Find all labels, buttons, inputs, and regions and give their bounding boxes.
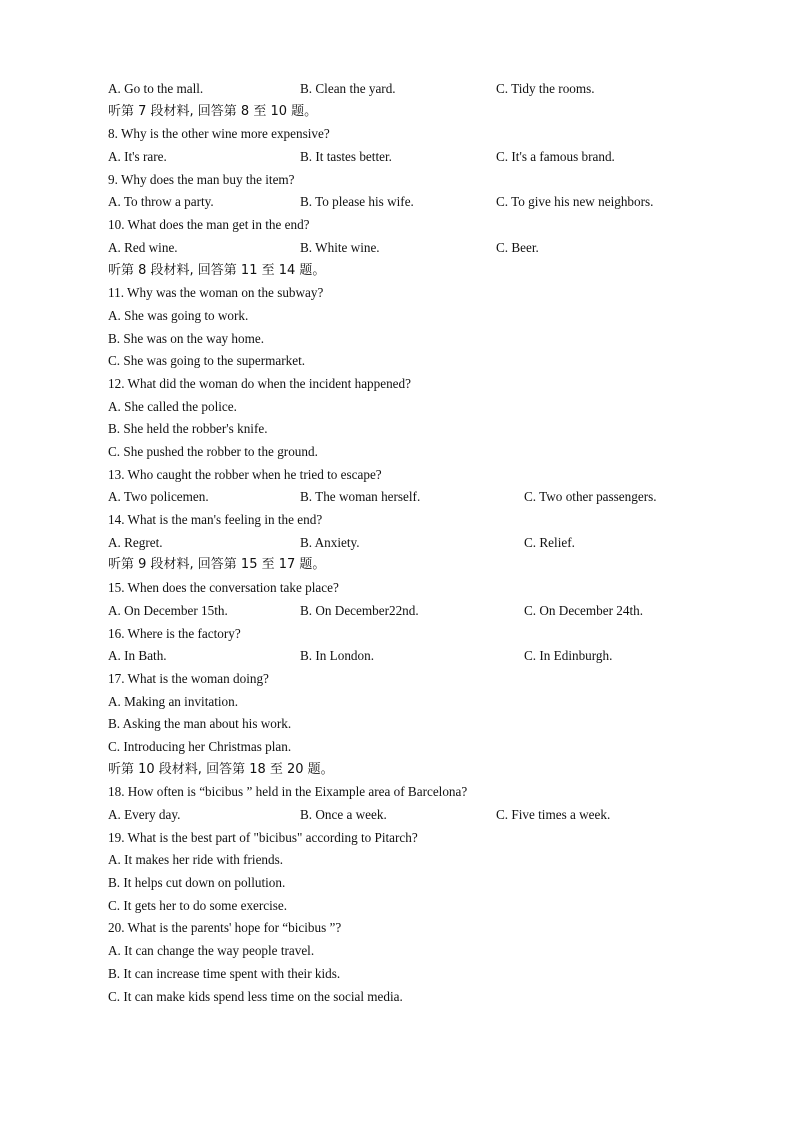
option-a: A. Regret. [108,534,163,550]
text-line: C. It can make kids spend less time on the social media. [108,988,403,1004]
option-c: C. Two other passengers. [524,489,657,505]
option-c: C. To give his new neighbors. [496,194,654,210]
text-line: 16. Where is the factory? [108,625,241,641]
text-line: B. It can increase time spent with their kids. [108,965,341,981]
option-c: C. On December 24th. [524,602,644,618]
text-line: 12. What did the woman do when the incident happened? [108,375,411,391]
text-line: B. Asking the man about his work. [108,716,292,732]
text-line: 17. What is the woman doing? [108,670,269,686]
option-b: B. Anxiety. [300,534,360,550]
options-row [108,191,748,214]
option-a: A. Every day. [108,807,181,822]
text-line: 10. What does the man get in the end? [108,217,310,233]
text-line: A. Making an invitation. [108,693,239,709]
text-line: C. It gets her to do some exercise. [108,897,288,913]
text-line: C. She was going to the supermarket. [108,353,306,369]
options-row [108,237,748,260]
text-line: A. She was going to work. [108,307,249,323]
text-line: 20. What is the parents' hope for “bicibus ”? [108,920,342,936]
section-heading: 听第 7 段材料, 回答第 8 至 10 题。 [108,103,318,119]
option-a: A. Go to the mall. [108,81,204,96]
text-line: 9. Why does the man buy the item? [108,171,295,187]
text-line: C. Introducing her Christmas plan. [108,738,292,754]
option-a: A. On December 15th. [108,602,228,618]
option-c: C. Tidy the rooms. [496,81,595,96]
text-line: 14. What is the man's feeling in the end? [108,512,323,528]
text-line: A. It makes her ride with friends. [108,852,284,868]
section-heading: 听第 8 段材料, 回答第 11 至 14 题。 [108,262,326,278]
option-a: A. Red wine. [108,239,178,255]
option-b: B. On December22nd. [300,602,419,618]
option-a: A. To throw a party. [108,194,214,210]
exam-page [108,78,748,1008]
options-row [108,78,748,101]
options-row [108,146,748,169]
option-b: B. Clean the yard. [300,81,396,96]
option-a: A. It's rare. [108,149,167,165]
options-row [108,486,748,509]
option-b: B. It tastes better. [300,149,392,165]
text-line: 11. Why was the woman on the subway? [108,285,324,301]
text-line: A. It can change the way people travel. [108,943,315,959]
options-row [108,645,748,668]
text-line: B. She held the robber's knife. [108,421,268,437]
text-line: B. It helps cut down on pollution. [108,875,286,891]
options-row [108,532,748,555]
option-b: B. White wine. [300,239,380,255]
option-b: B. The woman herself. [300,489,421,505]
text-line: C. She pushed the robber to the ground. [108,444,318,459]
text-line: A. She called the police. [108,398,237,414]
option-c: C. Relief. [524,534,575,550]
option-b: B. Once a week. [300,807,387,822]
option-a: A. In Bath. [108,648,167,664]
option-c: C. Beer. [496,239,539,255]
text-line: 18. How often is “bicibus ” held in the Eixample area of Barcelona? [108,784,468,800]
option-a: A. Two policemen. [108,489,209,505]
option-b: B. In London. [300,648,374,664]
option-b: B. To please his wife. [300,194,414,210]
option-c: C. Five times a week. [496,807,611,822]
text-line: 19. What is the best part of "bicibus" according to Pitarch? [108,829,418,845]
section-heading: 听第 10 段材料, 回答第 18 至 20 题。 [108,761,334,777]
text-line: 13. Who caught the robber when he tried to escape? [108,466,382,482]
text-line: B. She was on the way home. [108,330,265,346]
option-c: C. It's a famous brand. [496,149,615,165]
section-heading: 听第 9 段材料, 回答第 15 至 17 题。 [108,557,326,573]
options-row [108,600,748,623]
text-line: 15. When does the conversation take place? [108,580,339,596]
options-row [108,804,748,827]
text-line: 8. Why is the other wine more expensive? [108,126,330,142]
option-c: C. In Edinburgh. [524,648,613,664]
